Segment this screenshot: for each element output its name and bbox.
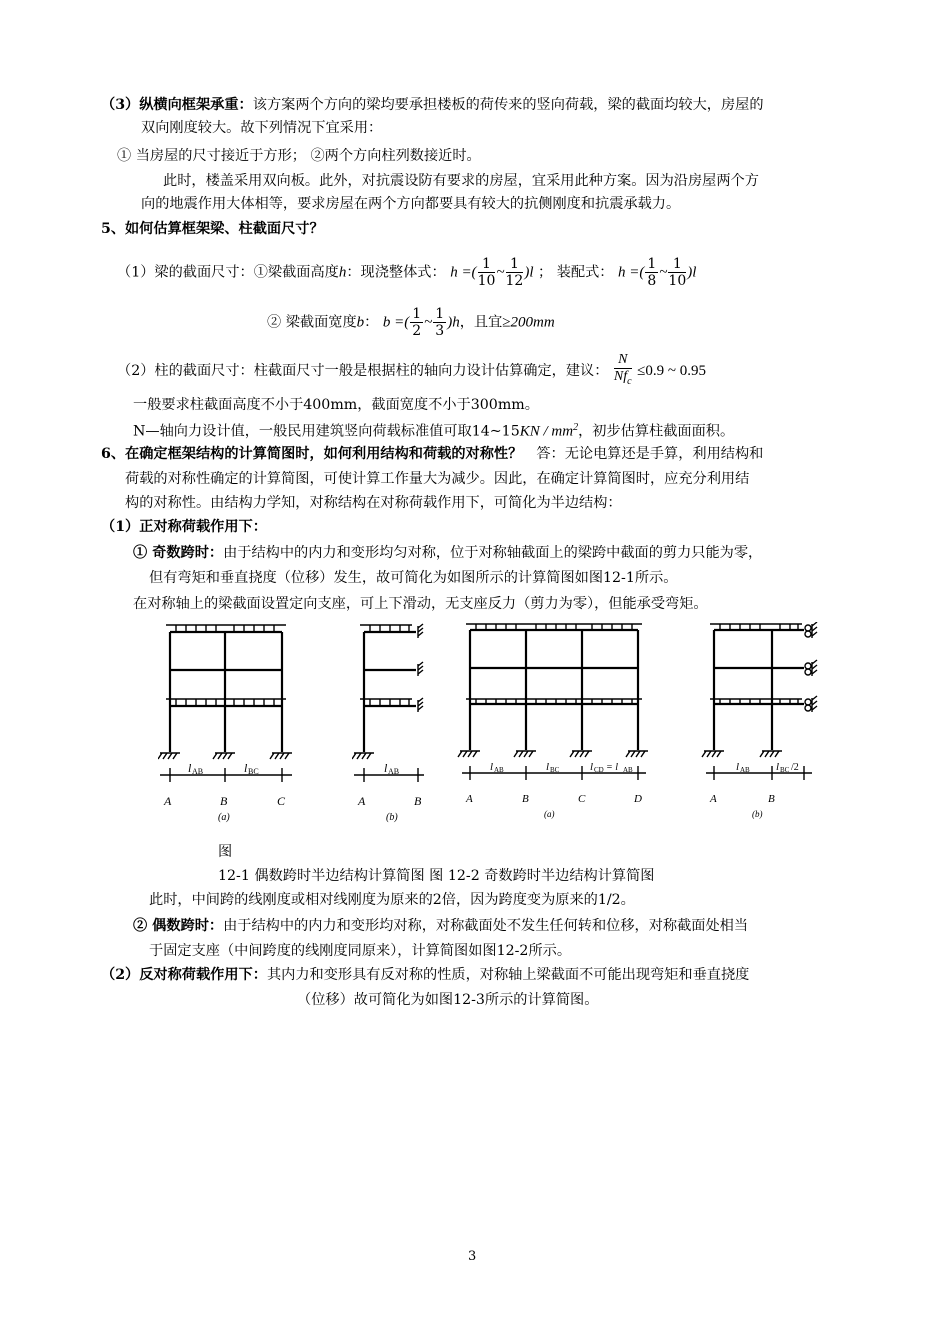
svg-text:l: l [776, 761, 780, 773]
svg-text:A: A [466, 793, 473, 805]
tilde: ~ [659, 264, 668, 281]
q5-title: 5、如何估算框架梁、柱截面尺寸？ [101, 221, 324, 237]
beam-width-line [267, 306, 555, 339]
svg-text:C: C [277, 794, 286, 808]
svg-text:AB: AB [388, 767, 400, 776]
s3-para2: 向的地震作用大体相等，要求房屋在两个方向都要具有较大的抗侧刚度和抗震承载力。 [141, 196, 681, 212]
svg-text:AB: AB [192, 767, 204, 776]
page-number: 3 [468, 1249, 477, 1264]
fig-12-1b [352, 622, 442, 836]
s3-heading: （3）纵横向框架承重： [101, 97, 253, 113]
beam-cast: ：现浇整体式： [346, 264, 446, 281]
svg-text:B: B [768, 793, 775, 805]
svg-text:BC: BC [780, 766, 790, 774]
svg-text:l: l [490, 761, 494, 773]
svg-text:A: A [710, 793, 717, 805]
col-requirement: 一般要求柱截面高度不小于400mm，截面宽度不小于300mm。 [133, 397, 539, 413]
even-text2: 于固定支座（中间跨度的线刚度同原来），计算简图如图12-2所示。 [149, 943, 572, 959]
sym-heading: （1）正对称荷载作用下： [101, 519, 267, 535]
frac-1-3: $\frac{1}{3}$ [435, 306, 445, 339]
svg-text:l: l [244, 761, 248, 775]
frac-1-10b: $\frac{1}{10}$ [668, 256, 687, 289]
width-suffix: ，且宜 [459, 314, 503, 331]
rhs-h: )h [447, 314, 460, 331]
figure-caption: 12-1 偶数跨时半边结构计算简图 图 12-2 奇数跨时半边结构计算简图 [218, 868, 655, 884]
n-definition-line [133, 418, 734, 442]
width-label: ② 梁截面宽度 [267, 314, 357, 331]
col-frac: $\frac{N}{Nf_c}$ [613, 352, 632, 387]
svg-text:A: A [358, 794, 366, 808]
fig-12-2a [456, 622, 656, 836]
svg-text:(a): (a) [544, 809, 555, 819]
tilde: ~ [424, 314, 433, 331]
svg-text:AB: AB [623, 766, 633, 774]
anti-text1: 其内力和变形具有反对称的性质，对称轴上梁截面不可能出现弯矩和垂直挠度 [266, 967, 750, 983]
s3-line1 [101, 95, 764, 115]
s3-text2: 双向刚度较大。故下列情况下宜采用： [141, 120, 383, 136]
tilde: ~ [496, 264, 505, 281]
fig-12-2b [700, 622, 840, 836]
svg-text:(b): (b) [386, 812, 398, 823]
svg-text:(a): (a) [218, 812, 230, 823]
n-unit: KN / mm [519, 423, 574, 440]
s3-text1: 该方案两个方向的梁均要承担楼板的荷传来的竖向荷载，梁的截面均较大，房屋的 [252, 97, 764, 113]
svg-text:B: B [522, 793, 529, 805]
s3-conditions: ① 当房屋的尺寸接近于方形； ②两个方向柱列数接近时。 [117, 148, 481, 164]
frac-1-2: $\frac{1}{2}$ [412, 306, 422, 339]
svg-text:AB: AB [740, 766, 750, 774]
svg-text:D: D [634, 793, 642, 805]
even-text1: 由于结构中的内力和变形均对称，对称截面处不发生任何转和位移，对称截面处相当 [223, 918, 749, 934]
svg-text:B: B [220, 794, 228, 808]
beam-label: （1）梁的截面尺寸：①梁截面高度 [117, 264, 339, 281]
column-line [117, 352, 706, 390]
odd-line1 [133, 543, 762, 563]
frac-1-8: $\frac{1}{8}$ [647, 256, 657, 289]
svg-text:(b): (b) [752, 809, 763, 819]
beam-height-line [117, 256, 696, 289]
svg-text:= l: = l [606, 762, 619, 773]
svg-text:l: l [384, 761, 388, 775]
h-lhs-prefab: h =( [618, 264, 645, 281]
rhs-l: )l [524, 264, 534, 281]
svg-text:l: l [590, 761, 594, 773]
stiffness-note: 此时，中间跨的线刚度或相对线刚度为原来的2倍，因为跨度变为原来的1/2。 [149, 892, 635, 908]
svg-text:BC: BC [248, 767, 259, 776]
svg-text:BC: BC [550, 766, 560, 774]
q6-ans1: 答：无论电算还是手算，利用结构和 [536, 446, 764, 462]
rhs-l: )l [687, 264, 697, 281]
svg-text:A: A [164, 794, 172, 808]
q6-title: 6、在确定框架结构的计算简图时，如何利用结构和荷载的对称性？ [101, 446, 523, 462]
svg-text:l: l [546, 761, 550, 773]
even-heading: ② 偶数跨时： [133, 918, 224, 934]
s3-para1: 此时，楼盖采用双向板。此外，对抗震设防有要求的房屋，宜采用此种方案。因为沿房屋两个方 [163, 173, 759, 189]
col-limit: ≤0.9 ~ 0.95 [637, 362, 706, 379]
h-lhs-cast: h =( [450, 264, 477, 281]
col-label: （2）柱的截面尺寸：柱截面尺寸一般是根据柱的轴向力设计估算确定，建议： [117, 362, 609, 379]
q6-ans2: 荷载的对称性确定的计算简图，可使计算工作量大为减少。因此，在确定计算简图时，应充分利用结 [125, 471, 750, 487]
svg-text:l: l [188, 761, 192, 775]
odd-heading: ① 奇数跨时： [133, 545, 224, 561]
svg-text:l: l [736, 761, 740, 773]
prefab-label: ； 装配式： [538, 264, 614, 281]
svg-text:C: C [578, 793, 586, 805]
frac-1-12: $\frac{1}{12}$ [505, 256, 524, 289]
figure-caption-prefix: 图 [218, 844, 233, 860]
width-colon: ： [364, 314, 379, 331]
width-var: b [356, 314, 365, 331]
even-line1 [133, 916, 748, 936]
q6-ans3: 构的对称性。由结构力学知，对称结构在对称荷载作用下，可简化为半边结构： [125, 495, 622, 511]
width-min: ≥200mm [502, 314, 555, 331]
svg-text:CD: CD [594, 766, 604, 774]
anti-heading: （2）反对称荷载作用下： [101, 967, 267, 983]
svg-text:/2: /2 [791, 762, 799, 773]
n-end: ，初步估算柱截面面积。 [578, 423, 735, 440]
b-lhs: b =( [382, 314, 410, 331]
anti-line1 [101, 965, 749, 985]
frac-1-10: $\frac{1}{10}$ [477, 256, 496, 289]
svg-text:B: B [414, 794, 422, 808]
odd-text3: 在对称轴上的梁截面设置定向支座，可上下滑动，无支座反力（剪力为零），但能承受弯矩。 [133, 596, 708, 612]
anti-text2: （位移）故可简化为如图12-3所示的计算简图。 [297, 992, 599, 1008]
odd-text1: 由于结构中的内力和变形均匀对称，位于对称轴截面上的梁跨中截面的剪力只能为零， [223, 545, 763, 561]
q6-line1 [101, 444, 763, 464]
svg-text:AB: AB [494, 766, 504, 774]
n-sup: 2 [573, 422, 579, 433]
n-def: N—轴向力设计值，一般民用建筑竖向荷载标准值可取14~15 [133, 423, 520, 440]
fig-12-1a [158, 622, 298, 836]
odd-text2: 但有弯矩和垂直挠度（位移）发生，故可简化为如图所示的计算简图如图12-1所示。 [149, 570, 678, 586]
beam-var: h [338, 264, 347, 281]
